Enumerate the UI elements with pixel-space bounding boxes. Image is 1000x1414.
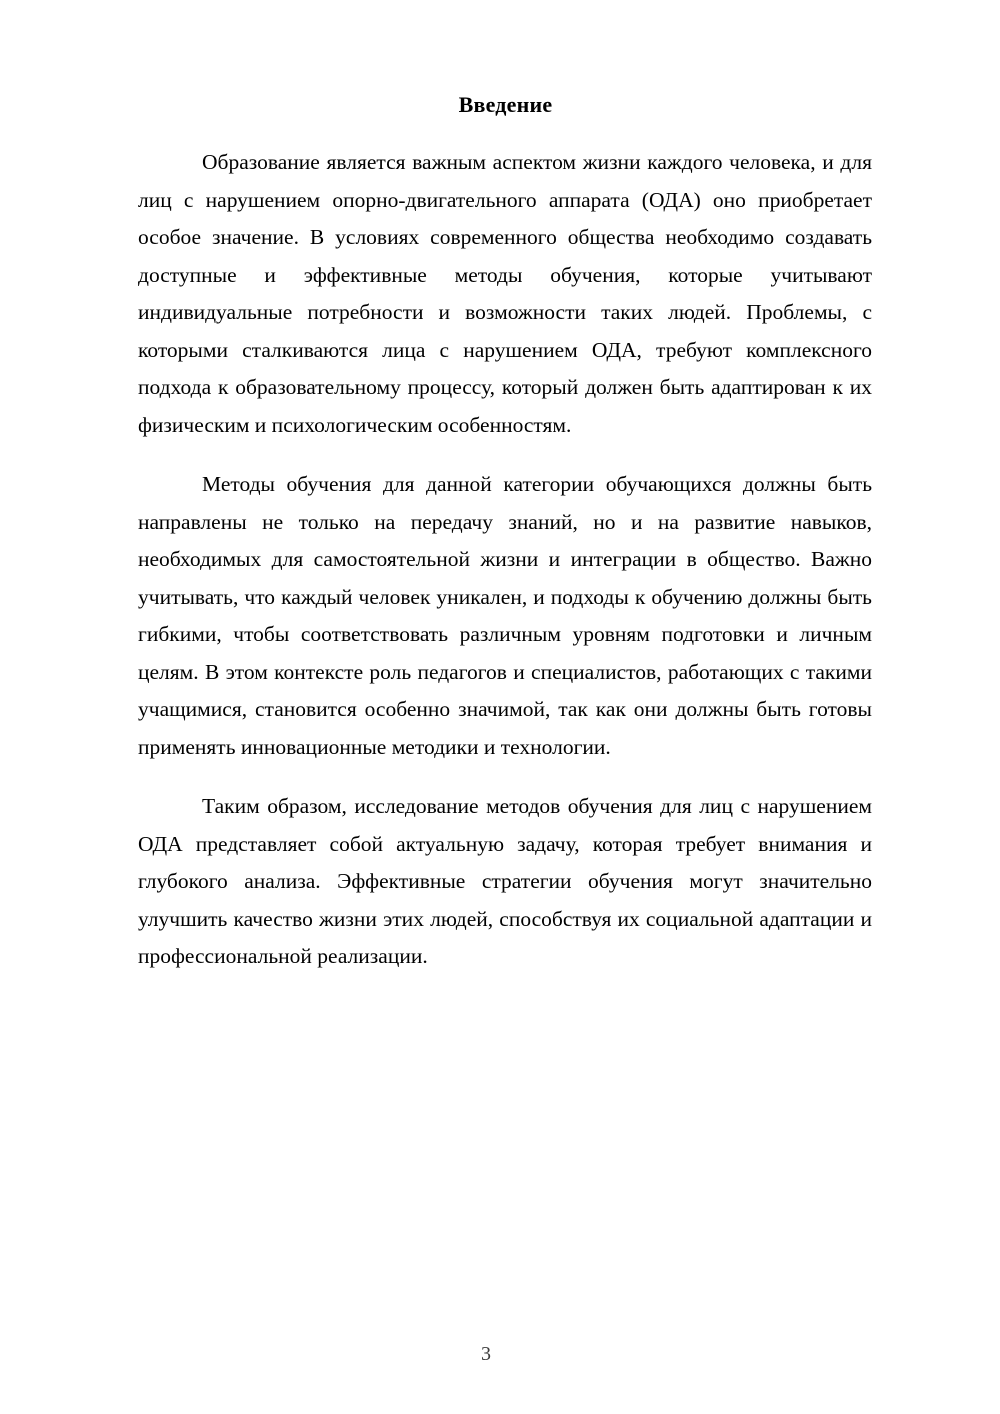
document-body: [138, 144, 928, 976]
page-title: Введение: [458, 92, 553, 117]
paragraph-3: Таким образом, исследование методов обучения для лиц с нарушением ОДА представляет собой актуальную задачу, которая требует внимания и глубокого анализа. Эффективные стратегии обучения могут значительно улучшить качество жизни этих людей, способствуя их социальной адаптации и профессиональной реализации.: [138, 794, 872, 968]
paragraph-1: Образование является важным аспектом жизни каждого человека, и для лиц с нарушением опорно-двигательного аппарата (ОДА) оно приобретает особое значение. В условиях современного общества необходимо создавать доступные и эффективные методы обучения, которые учитывают индивидуальные потребности и возможности таких людей. Проблемы, с которыми сталкиваются лица с нарушением ОДА, требуют комплексного подхода к образовательному процессу, который должен быть адаптирован к их физическим и психологическим особенностям.: [138, 150, 872, 437]
page-number: 3: [481, 1343, 491, 1365]
paragraph-2: Методы обучения для данной категории обучающихся должны быть направлены не только на передачу знаний, но и на развитие навыков, необходимых для самостоятельной жизни и интеграции в общество. Важно учитывать, что каждый человек уникален, и подходы к обучению должны быть гибкими, чтобы соответствовать различным уровням подготовки и личным целям. В этом контексте роль педагогов и специалистов, работающих с такими учащимися, становится особенно значимой, так как они должны быть готовы применять инновационные методики и технологии.: [138, 472, 872, 759]
